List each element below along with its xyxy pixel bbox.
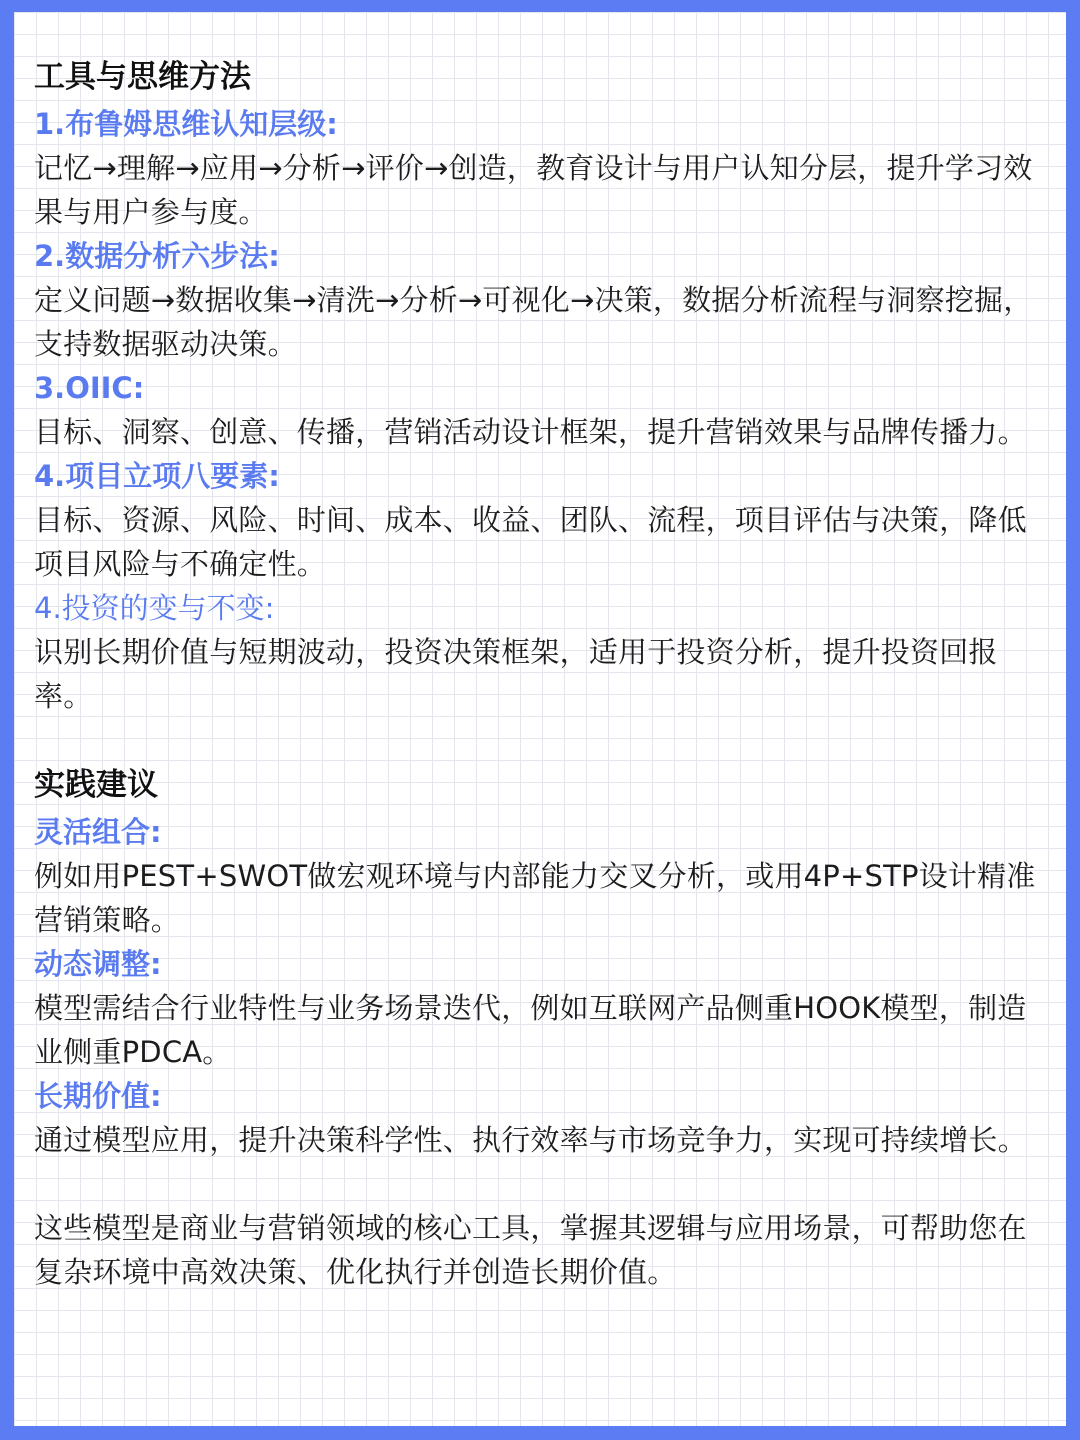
item-heading-flexible: 灵活组合: (34, 815, 162, 849)
item-text-long-term: 通过模型应用，提升决策科学性、执行效率与市场竞争力，实现可持续增长。 (34, 1123, 1027, 1157)
item-heading-data-analysis: 2.数据分析六步法: (34, 239, 280, 273)
item-heading-investment-prefix: 4. (34, 591, 62, 625)
item-heading-investment (34, 586, 1054, 630)
item-heading-bloom: 1.布鲁姆思维认知层级: (34, 107, 338, 141)
item-text-data-analysis: 定义问题→数据收集→清洗→分析→可视化→决策，数据分析流程与洞察挖掘，支持数据驱动决策。 (34, 283, 1033, 361)
article-content (34, 54, 1054, 1294)
conclusion-text: 这些模型是商业与营销领域的核心工具，掌握其逻辑与应用场景，可帮助您在复杂环境中高效决策、优化执行并创造长期价值。 (34, 1211, 1027, 1289)
item-text-dynamic: 模型需结合行业特性与业务场景迭代，例如互联网产品侧重HOOK模型，制造业侧重PDCA。 (34, 991, 1027, 1069)
item-heading-project-elements: 4.项目立项八要素: (34, 459, 280, 493)
item-text-bloom: 记忆→理解→应用→分析→评价→创造，教育设计与用户认知分层，提升学习效果与用户参与度。 (34, 151, 1033, 229)
section-title-tools: 工具与思维方法 (34, 59, 251, 95)
item-heading-dynamic: 动态调整: (34, 947, 162, 981)
section-title-practice: 实践建议 (34, 767, 158, 803)
page-frame (14, 12, 1066, 1426)
item-text-oiic: 目标、洞察、创意、传播，营销活动设计框架，提升营销效果与品牌传播力。 (34, 415, 1027, 449)
item-heading-oiic: 3.OIIC: (34, 371, 145, 405)
item-text-investment: 识别长期价值与短期波动，投资决策框架，适用于投资分析，提升投资回报率。 (34, 635, 998, 713)
item-text-project-elements: 目标、资源、风险、时间、成本、收益、团队、流程，项目评估与决策，降低项目风险与不确定性。 (34, 503, 1027, 581)
item-heading-investment-label: 投资的变与不变: (61, 591, 275, 625)
spacer (34, 718, 1054, 762)
item-text-flexible: 例如用PEST+SWOT做宏观环境与内部能力交叉分析，或用4P+STP设计精准营销策略。 (34, 859, 1036, 937)
item-heading-long-term: 长期价值: (34, 1079, 162, 1113)
spacer (34, 1162, 1054, 1206)
